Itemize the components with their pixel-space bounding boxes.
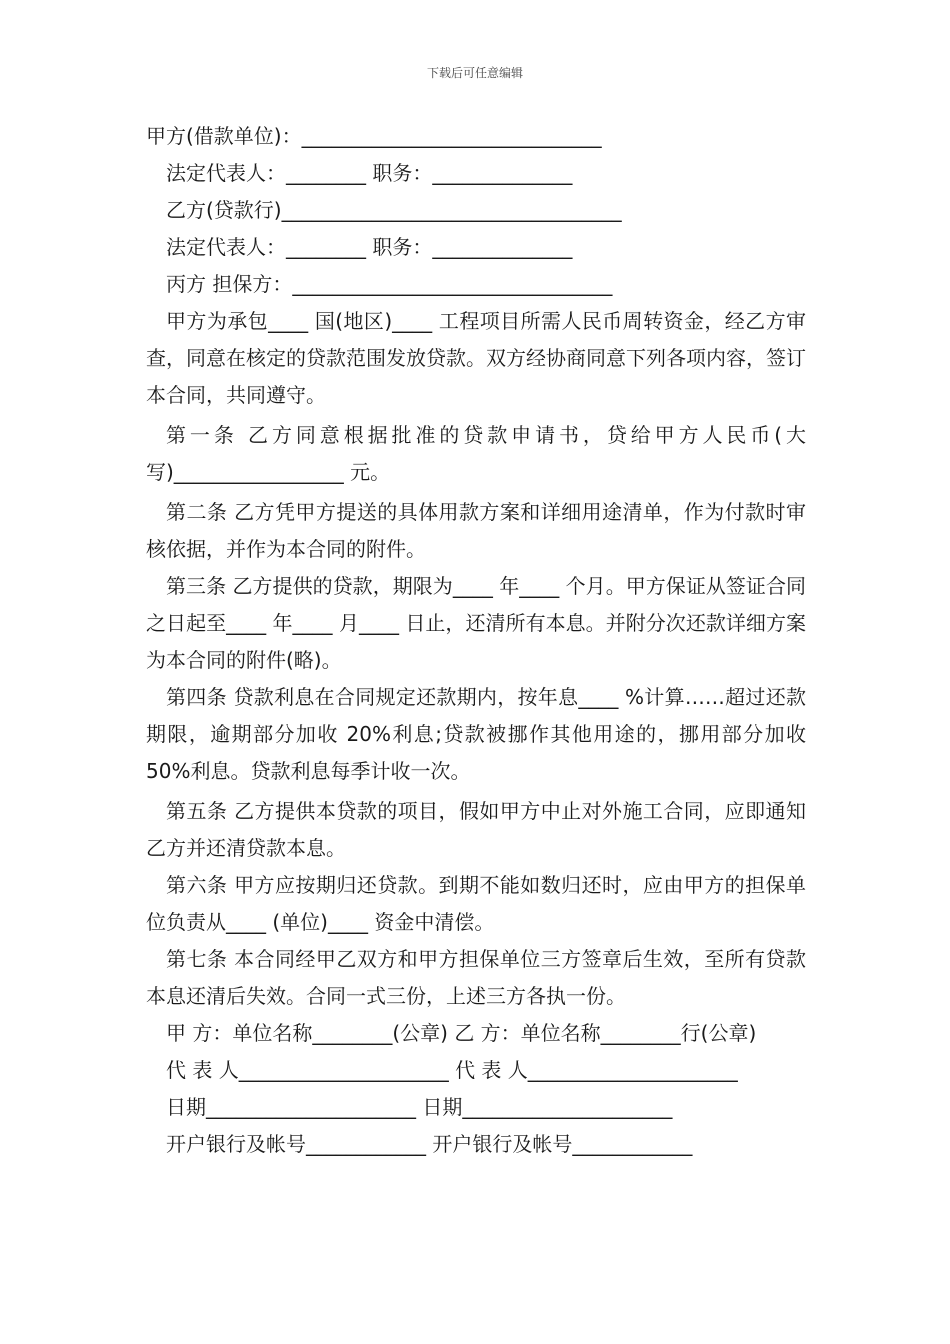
article-7: 第七条 本合同经甲乙双方和甲方担保单位三方签章后生效，至所有贷款本息还清后失效。合同一式三份，上述三方各执一份。 <box>146 947 806 1008</box>
guarantor-line: 丙方 担保方：________________________________ <box>166 272 613 296</box>
intro-paragraph: 甲方为承包____ 国(地区)____ 工程项目所需人民币周转资金，经乙方审查，同意在核定的贷款范围发放贷款。双方经协商同意下列各项内容，签订本合同，共同遵守。 <box>146 309 806 407</box>
party-b-representative-line: 法定代表人：________ 职务：______________ <box>166 235 573 259</box>
signature-parties: 甲 方：单位名称________(公章) 乙 方：单位名称________行(公章) <box>166 1021 757 1045</box>
party-b-line: 乙方(贷款行)__________________________________ <box>166 198 622 222</box>
article-4: 第四条 贷款利息在合同规定还款期内，按年息____ %计算……超过还款期限，逾期部分加收 20%利息;贷款被挪作其他用途的，挪用部分加收 50%利息。贷款利息每季计收一次。 <box>146 685 806 783</box>
party-a-representative-line: 法定代表人：________ 职务：______________ <box>166 161 573 185</box>
article-2: 第二条 乙方凭甲方提送的具体用款方案和详细用途清单，作为付款时审核依据，并作为本合同的附件。 <box>146 500 806 561</box>
article-6: 第六条 甲方应按期归还贷款。到期不能如数归还时，应由甲方的担保单位负责从____ (单位)____ 资金中清偿。 <box>146 873 806 934</box>
signature-date-line: 日期_____________________ 日期_____________________ <box>166 1095 673 1119</box>
article-1: 第一条 乙方同意根据批准的贷款申请书，贷给甲方人民币(大写)_________________ 元。 <box>146 423 806 484</box>
signature-bank-line: 开户银行及帐号____________ 开户银行及帐号____________ <box>166 1132 693 1156</box>
signature-representative-line: 代 表 人_____________________ 代 表 人_____________________ <box>166 1058 738 1082</box>
page-header: 下载后可任意编辑 <box>426 66 523 80</box>
contract-body <box>146 118 806 1163</box>
article-5: 第五条 乙方提供本贷款的项目，假如甲方中止对外施工合同，应即通知乙方并还清贷款本息。 <box>146 799 806 860</box>
article-3: 第三条 乙方提供的贷款，期限为____ 年____ 个月。甲方保证从签证合同之日起至____ 年____ 月____ 日止，还清所有本息。并附分次还款详细方案为本合同的附件(略)。 <box>146 574 806 672</box>
party-a-line: 甲方(借款单位)：______________________________ <box>146 124 602 148</box>
